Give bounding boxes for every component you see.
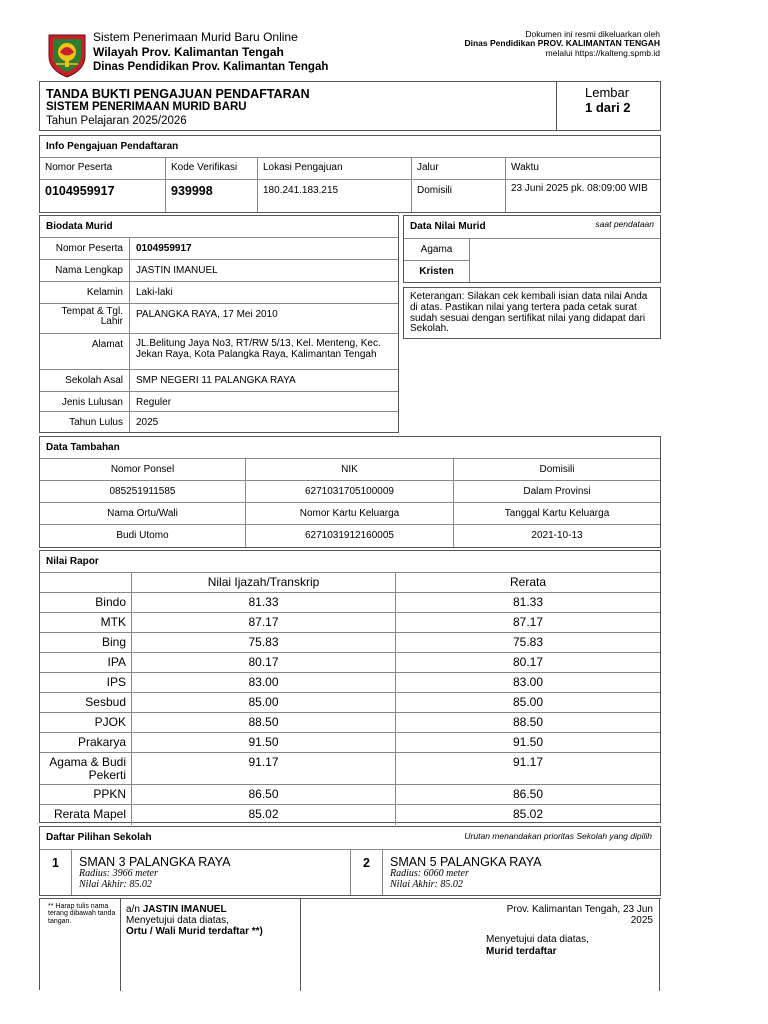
subject-average: 80.17	[512, 655, 544, 669]
student-score-data-section	[403, 215, 661, 283]
bio-value: PALANGKA RAYA, 17 Mei 2010	[136, 309, 278, 320]
school-choice-item	[351, 849, 660, 895]
subject-score: 86.50	[132, 785, 396, 804]
title-box	[39, 81, 661, 131]
bio-key: Nama Lengkap	[40, 260, 130, 281]
school-details	[79, 869, 158, 890]
on-behalf-prefix: a/n	[126, 904, 140, 915]
bio-value: JL.Belitung Jaya No3, RT/RW 5/13, Kel. Menteng, Kec. Jekan Raya, Kota Palangka Raya, Kalimantan Tengah	[136, 338, 381, 360]
signature-place-date: Prov. Kalimantan Tengah, 23 Jun 2025	[506, 904, 653, 926]
subject-score: 85.02	[132, 805, 396, 825]
parent-signature-block	[121, 899, 301, 991]
subject-average: 86.50	[512, 787, 544, 801]
official-note-line1: Dokumen ini resmi dikeluarkan oleh	[525, 29, 660, 39]
sheet-label: Lembar	[585, 85, 630, 100]
report-card-section	[39, 550, 661, 823]
subject-name: Bing	[40, 633, 132, 652]
nik-number: 6271031705100009	[246, 481, 454, 503]
report-row	[40, 753, 660, 785]
subject-name: IPA	[40, 653, 132, 672]
remarks-box: Keterangan: Silakan cek kembali isian data nilai Anda di atas. Pastikan nilai yang tertera pada cetak surat sudah sesuai dengan sertifikat nilai yang didapat dari Sekolah.	[403, 287, 661, 339]
report-row	[40, 613, 660, 633]
report-row	[40, 805, 660, 825]
info-label: Jalur	[412, 158, 505, 180]
section-heading: Info Pengajuan Pendaftaran	[40, 136, 660, 158]
bio-value: JASTIN IMANUEL	[136, 265, 218, 276]
section-heading: Daftar Pilihan Sekolah	[46, 832, 152, 843]
info-col-location	[258, 158, 412, 212]
school-details	[390, 869, 469, 890]
school-choice-item	[40, 849, 351, 895]
school-name: SMAN 5 PALANGKA RAYA	[390, 855, 542, 869]
bio-key: Nomor Peserta	[40, 238, 130, 259]
score-data-note: saat pendataan	[595, 219, 654, 229]
additional-row	[40, 503, 660, 525]
additional-cell: Nomor Kartu Keluarga	[246, 503, 454, 525]
subject-name: Sesbud	[40, 693, 132, 712]
bio-row	[40, 304, 398, 334]
choice-number: 2	[351, 850, 383, 895]
report-row	[40, 785, 660, 805]
subject-average: 81.33	[512, 595, 544, 609]
student-role: Murid terdaftar	[486, 945, 557, 957]
subject-average: 85.00	[512, 695, 544, 709]
signature-note: ** Harap tulis nama terang dibawah tanda tangan.	[40, 899, 121, 991]
subject-average: 91.50	[512, 735, 544, 749]
subject-average: 91.17	[512, 755, 544, 769]
info-label: Kode Verifikasi	[166, 158, 257, 180]
domicile-value: Dalam Provinsi	[523, 486, 591, 497]
subject-score: 91.17	[132, 753, 396, 784]
on-behalf-name: JASTIN IMANUEL	[142, 904, 227, 915]
bio-key: Tahun Lulus	[40, 412, 130, 432]
header-agency: Dinas Pendidikan Prov. Kalimantan Tengah	[93, 60, 329, 73]
subject-name: PPKN	[40, 785, 132, 804]
report-row	[40, 693, 660, 713]
header-system-name: Sistem Penerimaan Murid Baru Online	[93, 30, 298, 44]
subject-score: 88.50	[132, 713, 396, 732]
subject-average: 85.02	[512, 807, 544, 821]
subject-score: 83.00	[132, 673, 396, 692]
family-card-date: 2021-10-13	[531, 530, 583, 541]
subject-score: 75.83	[132, 633, 396, 652]
info-label: Lokasi Pengajuan	[258, 158, 411, 180]
bio-row	[40, 260, 398, 282]
bio-row	[40, 412, 398, 432]
parent-role: Ortu / Wali Murid terdaftar **)	[126, 926, 263, 937]
subject-name: IPS	[40, 673, 132, 692]
school-choice-section	[39, 826, 661, 896]
phone-number: 085251911585	[40, 481, 246, 503]
subject-score: 87.17	[132, 613, 396, 632]
subject-score: 81.33	[132, 593, 396, 612]
subject-header-blank	[40, 573, 132, 592]
report-row	[40, 673, 660, 693]
bio-value: Reguler	[136, 397, 172, 408]
bio-value: 2025	[136, 417, 159, 428]
nilai-column-header: Nilai Ijazah/Transkrip	[132, 573, 396, 592]
bio-row	[40, 238, 398, 260]
additional-cell: Nama Ortu/Wali	[40, 503, 246, 525]
subject-average: 87.17	[512, 615, 544, 629]
family-card-number: 6271031912160005	[246, 525, 454, 547]
section-heading: Nilai Rapor	[40, 551, 660, 573]
report-row	[40, 713, 660, 733]
report-header-row	[40, 573, 660, 593]
report-row	[40, 733, 660, 753]
parent-name: Budi Utomo	[40, 525, 246, 547]
bio-key: Tempat & Tgl. Lahir	[40, 304, 130, 333]
report-row	[40, 653, 660, 673]
bio-key: Sekolah Asal	[40, 370, 130, 391]
subject-average: 75.83	[512, 635, 544, 649]
subject-score: 80.17	[132, 653, 396, 672]
info-col-path	[412, 158, 506, 212]
section-heading: Data Tambahan	[40, 437, 660, 459]
signature-section	[39, 898, 661, 990]
student-biodata-section	[39, 215, 399, 433]
section-heading: Biodata Murid	[40, 216, 398, 238]
report-row	[40, 633, 660, 653]
religion-label: Agama	[404, 238, 470, 260]
choice-priority-note: Urutan menandakan prioritas Sekolah yang dipilih	[464, 831, 652, 841]
info-col-participant	[40, 158, 166, 212]
school-final-score: Nilai Akhir: 85.02	[390, 878, 463, 890]
header-region: Wilayah Prov. Kalimantan Tengah	[93, 44, 284, 59]
info-label: Nomor Peserta	[40, 158, 165, 180]
additional-cell: Tanggal Kartu Keluarga	[504, 508, 610, 519]
kalteng-logo	[46, 32, 88, 78]
participant-number: 0104959917	[45, 184, 115, 198]
additional-row	[40, 481, 660, 503]
info-col-verification	[166, 158, 258, 212]
official-note-agency: Dinas Pendidikan PROV. KALIMANTAN TENGAH	[464, 38, 660, 49]
subject-average: 88.50	[512, 715, 544, 729]
subject-average: 83.00	[512, 675, 544, 689]
score-blank-cell	[470, 238, 660, 282]
bio-key: Jenis Lulusan	[40, 392, 130, 411]
sheet-counter	[556, 82, 660, 130]
document-title: TANDA BUKTI PENGAJUAN PENDAFTARAN	[46, 87, 310, 101]
submission-info-section	[39, 135, 661, 213]
subject-name: MTK	[40, 613, 132, 632]
bio-value: 0104959917	[136, 243, 192, 254]
bio-row	[40, 392, 398, 412]
submission-location: 180.241.183.215	[263, 185, 339, 196]
school-radius: Radius: 3966 meter	[79, 868, 158, 879]
additional-cell: Domisili	[539, 464, 575, 475]
bio-row	[40, 370, 398, 392]
document-header	[40, 28, 660, 78]
bio-key: Kelamin	[40, 282, 130, 303]
school-radius: Radius: 6060 meter	[390, 868, 469, 879]
subject-name: Prakarya	[40, 733, 132, 752]
bio-value: SMP NEGERI 11 PALANGKA RAYA	[136, 375, 296, 386]
official-note-url: melalui https://kalteng.spmb.id	[545, 47, 660, 58]
document-subtitle: SISTEM PENERIMAAN MURID BARU	[46, 101, 247, 114]
submission-time: 23 Juni 2025 pk. 08:09:00 WIB	[511, 183, 648, 194]
school-final-score: Nilai Akhir: 85.02	[79, 878, 152, 890]
subject-name: Rerata Mapel	[40, 805, 132, 825]
info-col-time	[506, 158, 660, 212]
subject-name: Bindo	[40, 593, 132, 612]
choice-number: 1	[40, 850, 72, 895]
bio-value: Laki-laki	[136, 287, 173, 298]
subject-name: PJOK	[40, 713, 132, 732]
religion-value: Kristen	[404, 260, 470, 282]
report-row	[40, 593, 660, 613]
additional-row	[40, 525, 660, 547]
info-label: Waktu	[506, 158, 660, 180]
additional-data-section	[39, 436, 661, 548]
bio-row	[40, 334, 398, 370]
on-behalf-line	[126, 904, 300, 915]
bio-row	[40, 282, 398, 304]
subject-score: 91.50	[132, 733, 396, 752]
subject-name: Agama & Budi Pekerti	[40, 753, 132, 784]
verification-code: 939998	[171, 184, 213, 198]
bio-key: Alamat	[40, 334, 130, 369]
student-agree-text: Menyetujui data diatas,	[486, 934, 589, 945]
admission-path: Domisili	[417, 185, 452, 196]
section-heading: Data Nilai Murid	[410, 221, 486, 232]
sheet-value: 1 dari 2	[585, 99, 631, 115]
school-name: SMAN 3 PALANGKA RAYA	[79, 855, 231, 869]
additional-cell: NIK	[246, 459, 454, 481]
academic-year: Tahun Pelajaran 2025/2026	[46, 114, 187, 127]
subject-score: 85.00	[132, 693, 396, 712]
parent-agree-text: Menyetujui data diatas,	[126, 915, 229, 926]
header-official-note	[460, 30, 660, 58]
additional-cell: Nomor Ponsel	[40, 459, 246, 481]
student-signature-block	[301, 899, 660, 991]
rerata-column-header: Rerata	[509, 575, 547, 589]
additional-row	[40, 459, 660, 481]
